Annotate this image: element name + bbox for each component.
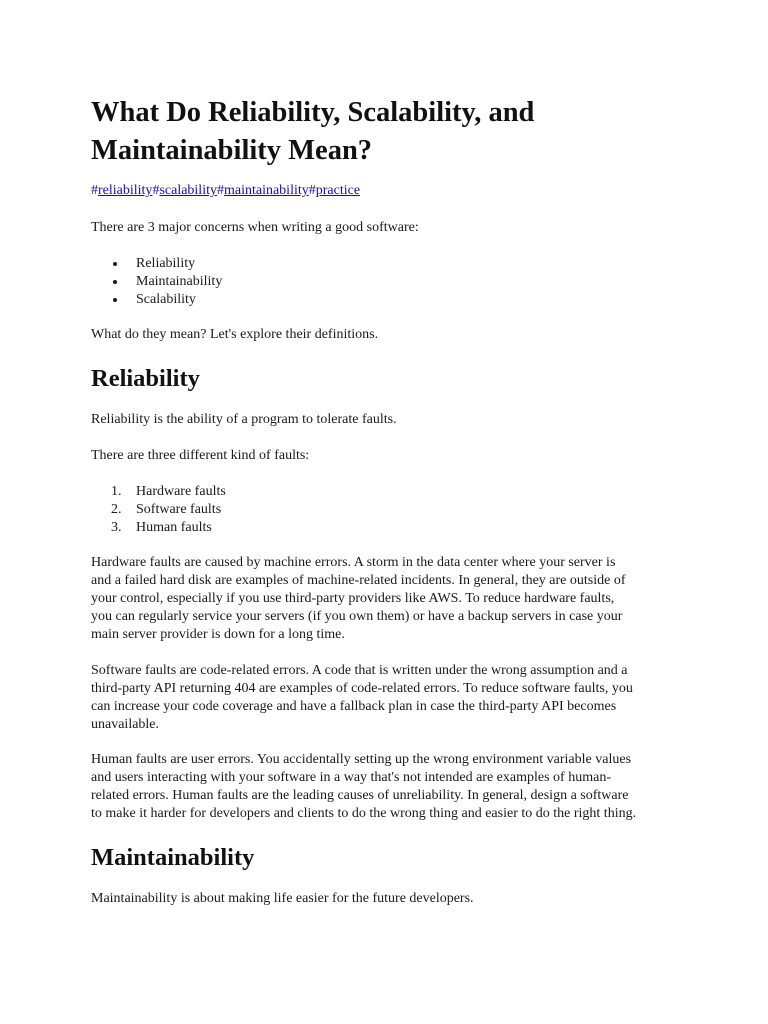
text-line: and users interacting with your software in a way that's not intended are examples of human-: [91, 770, 611, 785]
tag-list: [91, 182, 360, 200]
software-faults-paragraph: [91, 662, 683, 734]
list-item: [91, 519, 226, 537]
text-line: and a failed hard disk are examples of machine-related incidents. In general, they are outside of: [91, 573, 626, 588]
list-number: 1.: [111, 484, 122, 499]
concern-label: Reliability: [136, 256, 196, 271]
text-line: unavailable.: [91, 717, 160, 732]
intro-paragraph: There are 3 major concerns when writing a good software:: [91, 220, 419, 235]
section-heading-maintainability: Maintainability: [91, 844, 255, 871]
tag-hash: #: [216, 183, 224, 198]
text-line: Human faults are user errors. You accidentally setting up the wrong environment variable values: [91, 752, 632, 767]
explore-paragraph: What do they mean? Let's explore their definitions.: [91, 327, 379, 342]
tag-link-practice[interactable]: practice: [315, 183, 361, 198]
list-item: [91, 483, 226, 501]
concern-label: Scalability: [136, 292, 196, 307]
tag-link-maintainability[interactable]: maintainability: [223, 183, 309, 198]
text-line: Software faults are code-related errors. A code that is written under the wrong assumption and a: [91, 663, 628, 678]
list-number: 2.: [111, 502, 122, 517]
list-item: [91, 273, 222, 291]
text-line: main server provider is down for a long time.: [91, 627, 345, 642]
concern-label: Maintainability: [136, 274, 223, 289]
tag-link-scalability[interactable]: scalability: [159, 183, 217, 198]
list-number: 3.: [111, 520, 122, 535]
title-line-1: What Do Reliability, Scalability, and: [91, 97, 535, 128]
text-line: third-party API returning 404 are examples of code-related errors. To reduce software faults, you: [91, 681, 633, 696]
list-item: [91, 291, 222, 309]
concerns-list: [91, 255, 222, 309]
tag-link-reliability[interactable]: reliability: [98, 183, 153, 198]
hardware-faults-paragraph: [91, 554, 683, 644]
list-item: [91, 255, 222, 273]
text-line: can increase your code coverage and have a fallback plan in case the third-party API becomes: [91, 699, 617, 714]
text-line: your control, especially if you use third-party providers like AWS. To reduce hardware faults,: [91, 591, 615, 606]
text-line: related errors. Human faults are the leading causes of unreliability. In general, design a software: [91, 788, 629, 803]
tag-hash: #: [152, 183, 160, 198]
title-line-2: Maintainability Mean?: [91, 135, 373, 166]
faults-intro: There are three different kind of faults:: [91, 448, 310, 463]
maintainability-definition: Maintainability is about making life easier for the future developers.: [91, 891, 474, 906]
human-faults-paragraph: [91, 751, 683, 823]
text-line: to make it harder for developers and clients to do the wrong thing and easier to do the right thing.: [91, 806, 637, 821]
section-heading-reliability: Reliability: [91, 365, 200, 392]
reliability-definition: Reliability is the ability of a program to tolerate faults.: [91, 412, 397, 427]
list-item: [91, 501, 226, 519]
tag-hash: #: [308, 183, 316, 198]
tag-hash: #: [91, 183, 98, 198]
article-title: [91, 94, 651, 170]
text-line: Hardware faults are caused by machine errors. A storm in the data center where your server is: [91, 555, 616, 570]
fault-label: Human faults: [136, 520, 212, 535]
text-line: you can regularly service your servers (if you own them) or have a backup servers in case your: [91, 609, 623, 624]
fault-label: Software faults: [136, 502, 222, 517]
fault-label: Hardware faults: [136, 484, 226, 499]
faults-list: [91, 483, 226, 537]
